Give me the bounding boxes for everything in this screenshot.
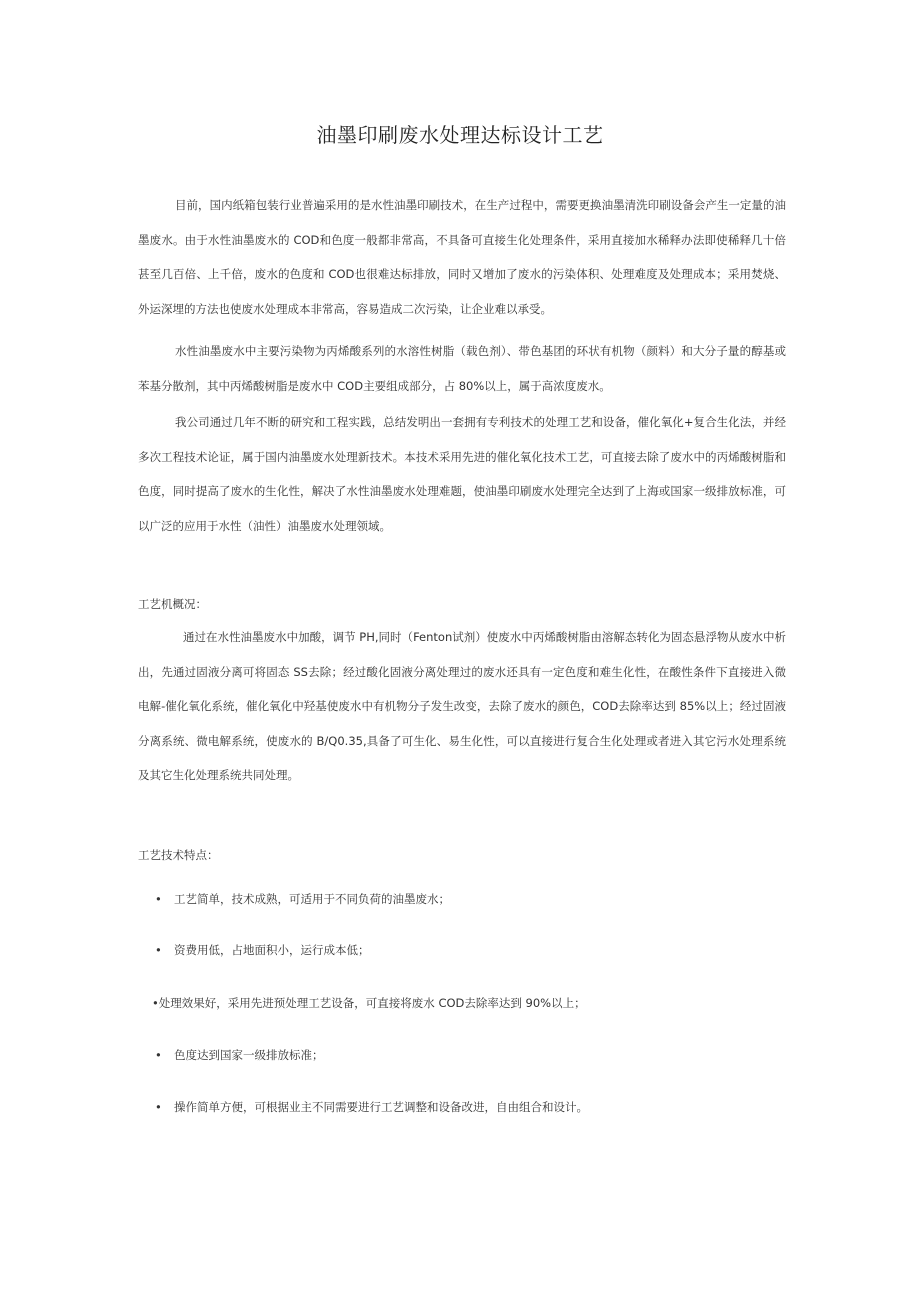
feature-item bbox=[155, 1045, 324, 1065]
bullet-icon: • bbox=[155, 943, 162, 957]
process-heading: 工艺机概况： bbox=[138, 597, 207, 611]
bullet-icon: • bbox=[155, 1048, 162, 1062]
feature-item bbox=[155, 940, 370, 960]
feature-text: 色度达到国家一级排放标准； bbox=[174, 1048, 324, 1062]
bullet-icon: • bbox=[155, 1100, 162, 1114]
pollutant-paragraph: 水性油墨废水中主要污染物为丙烯酸系列的水溶性树脂（载色剂）、带色基团的环状有机物（颜料）和大分子量的醇基或苯基分散剂，其中丙烯酸树脂是废水中 COD主要组成部分，占 80%以上，属于高浓度废水。 bbox=[138, 344, 786, 393]
features-heading: 工艺技术特点： bbox=[138, 848, 219, 862]
intro-paragraph: 目前，国内纸箱包装行业普遍采用的是水性油墨印刷技术，在生产过程中，需要更换油墨清洗印刷设备会产生一定量的油墨废水。由于水性油墨废水的 COD和色度一般都非常高，不具备可直接生化处理条件，采用直接加水稀释办法即使稀释几十倍甚至几百倍、上千倍，废水的色度和 COD也很难达标排放，同时又增加了废水的污染体积、处理难度及处理成本；采用焚烧、外运深埋的方法也使废水处理成本非常高，容易造成二次污染，让企业难以承受。 bbox=[138, 198, 786, 316]
document-title: 油墨印刷废水处理达标设计工艺 bbox=[316, 123, 604, 147]
feature-item bbox=[152, 993, 586, 1013]
feature-item bbox=[155, 1097, 588, 1117]
feature-text: 操作简单方便，可根据业主不同需要进行工艺调整和设备改进，自由组合和设计。 bbox=[174, 1100, 588, 1114]
company-paragraph: 我公司通过几年不断的研究和工程实践，总结发明出一套拥有专利技术的处理工艺和设备，催化氧化+复合生化法，并经多次工程技术论证，属于国内油墨废水处理新技术。本技术采用先进的催化氧化技术工艺，可直接去除了废水中的丙烯酸树脂和色度，同时提高了废水的生化性，解决了水性油墨废水处理难题，使油墨印刷废水处理完全达到了上海或国家一级排放标准，可以广泛的应用于水性（油性）油墨废水处理领域。 bbox=[138, 415, 786, 533]
bullet-icon: • bbox=[152, 996, 159, 1010]
feature-text: 资费用低，占地面积小，运行成本低； bbox=[174, 943, 370, 957]
feature-text: 处理效果好，采用先进预处理工艺设备，可直接将废水 COD去除率达到 90%以上； bbox=[158, 996, 586, 1010]
feature-item bbox=[155, 889, 450, 909]
bullet-icon: • bbox=[155, 892, 162, 906]
feature-text: 工艺简单，技术成熟，可适用于不同负荷的油墨废水； bbox=[174, 892, 450, 906]
process-paragraph: 通过在水性油墨废水中加酸，调节 PH,同时（Fenton试剂）使废水中丙烯酸树脂由溶解态转化为固态悬浮物从废水中析出，先通过固液分离可将固态 SS去除；经过酸化固液分离处理过的废水还具有一定色度和难生化性，在酸性条件下直接进入微电解-催化氧化系统，催化氧化中羟基使废水中有机物分子发生改变，去除了废水的颜色，COD去除率达到 85%以上；经过固液分离系统、微电解系统，使废水的 B/Q0.35,具备了可生化、易生化性，可以直接进行复合生化处理或者进入其它污水处理系统及其它生化处理系统共同处理。 bbox=[138, 630, 786, 782]
